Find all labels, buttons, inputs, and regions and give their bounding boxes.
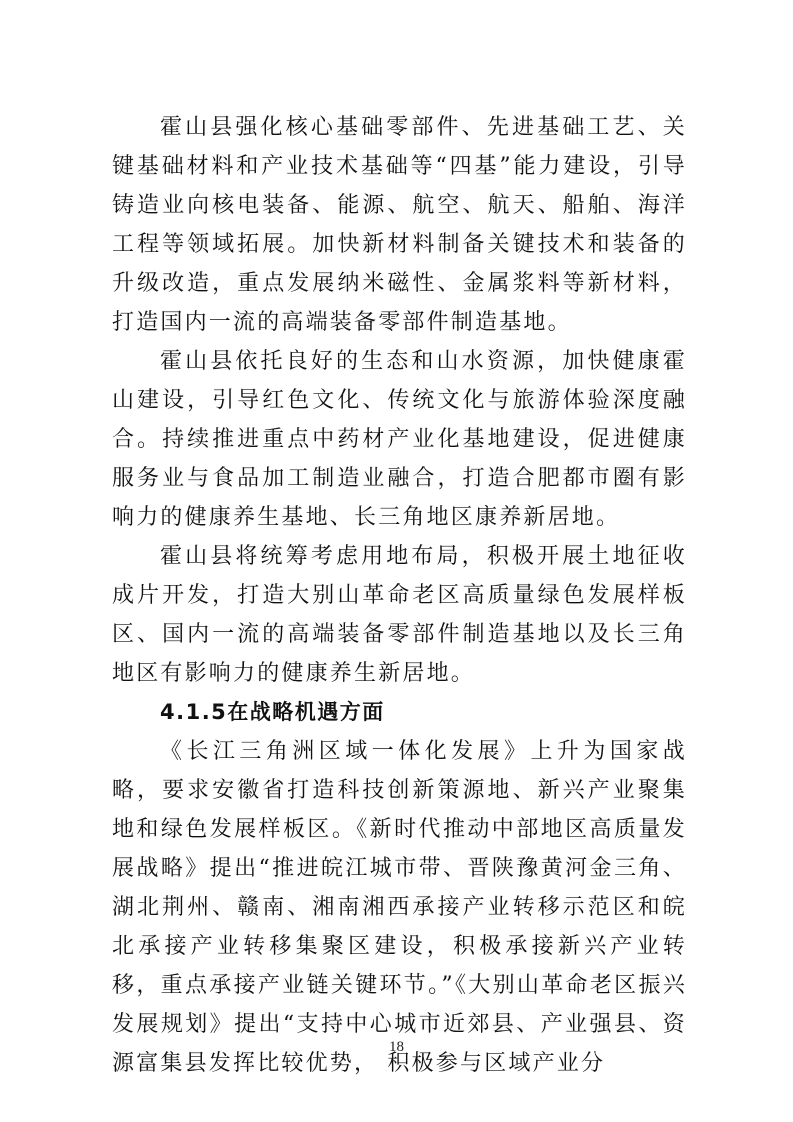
paragraph-healthy-huoshan: 霍山县依托良好的生态和山水资源，加快健康霍山建设，引导红色文化、传统文化与旅游体验深度融合。持续推进重点中药材产业化基地建设，促进健康服务业与食品加工制造业融合，打造合肥都市圈有影响力的健康养生基地、长三角地区康养新居地。 [112,349,687,530]
section-heading: 4.1.5在战略机遇方面 [160,700,385,724]
paragraph-strategic-opportunities: 《长江三角洲区域一体化发展》上升为国家战略，要求安徽省打造科技创新策源地、新兴产业聚集地和绿色发展样板区。《新时代推动中部地区高质量发展战略》提出“推进皖江城市带、晋陕豫黄河金三角、湖北荆州、赣南、湘南湘西承接产业转移示范区和皖北承接产业转移集聚区建设，积极承接新兴产业转移，重点承接产业链关键环节。”《大别山革命老区振兴发展规划》提出“支持中心城市近郊县、产业强县、资源富集县发挥比较优势， 积极参与区域产业分 [112,739,687,1076]
paragraph-foundation-capabilities: 霍山县强化核心基础零部件、先进基础工艺、关键基础材料和产业技术基础等“四基”能力建设，引导铸造业向核电装备、能源、航空、航天、船舶、海洋工程等领域拓展。加快新材料制备关键技术和装备的升级改造，重点发展纳米磁性、金属浆料等新材料，打造国内一流的高端装备零部件制造基地。 [112,115,687,335]
page-number: 18 [389,1039,404,1055]
paragraph-land-planning: 霍山县将统筹考虑用地布局，积极开展土地征收成片开发，打造大别山革命老区高质量绿色发展样板区、国内一流的高端装备零部件制造基地以及长三角地区有影响力的健康养生新居地。 [112,544,687,686]
body-text [112,108,687,1083]
